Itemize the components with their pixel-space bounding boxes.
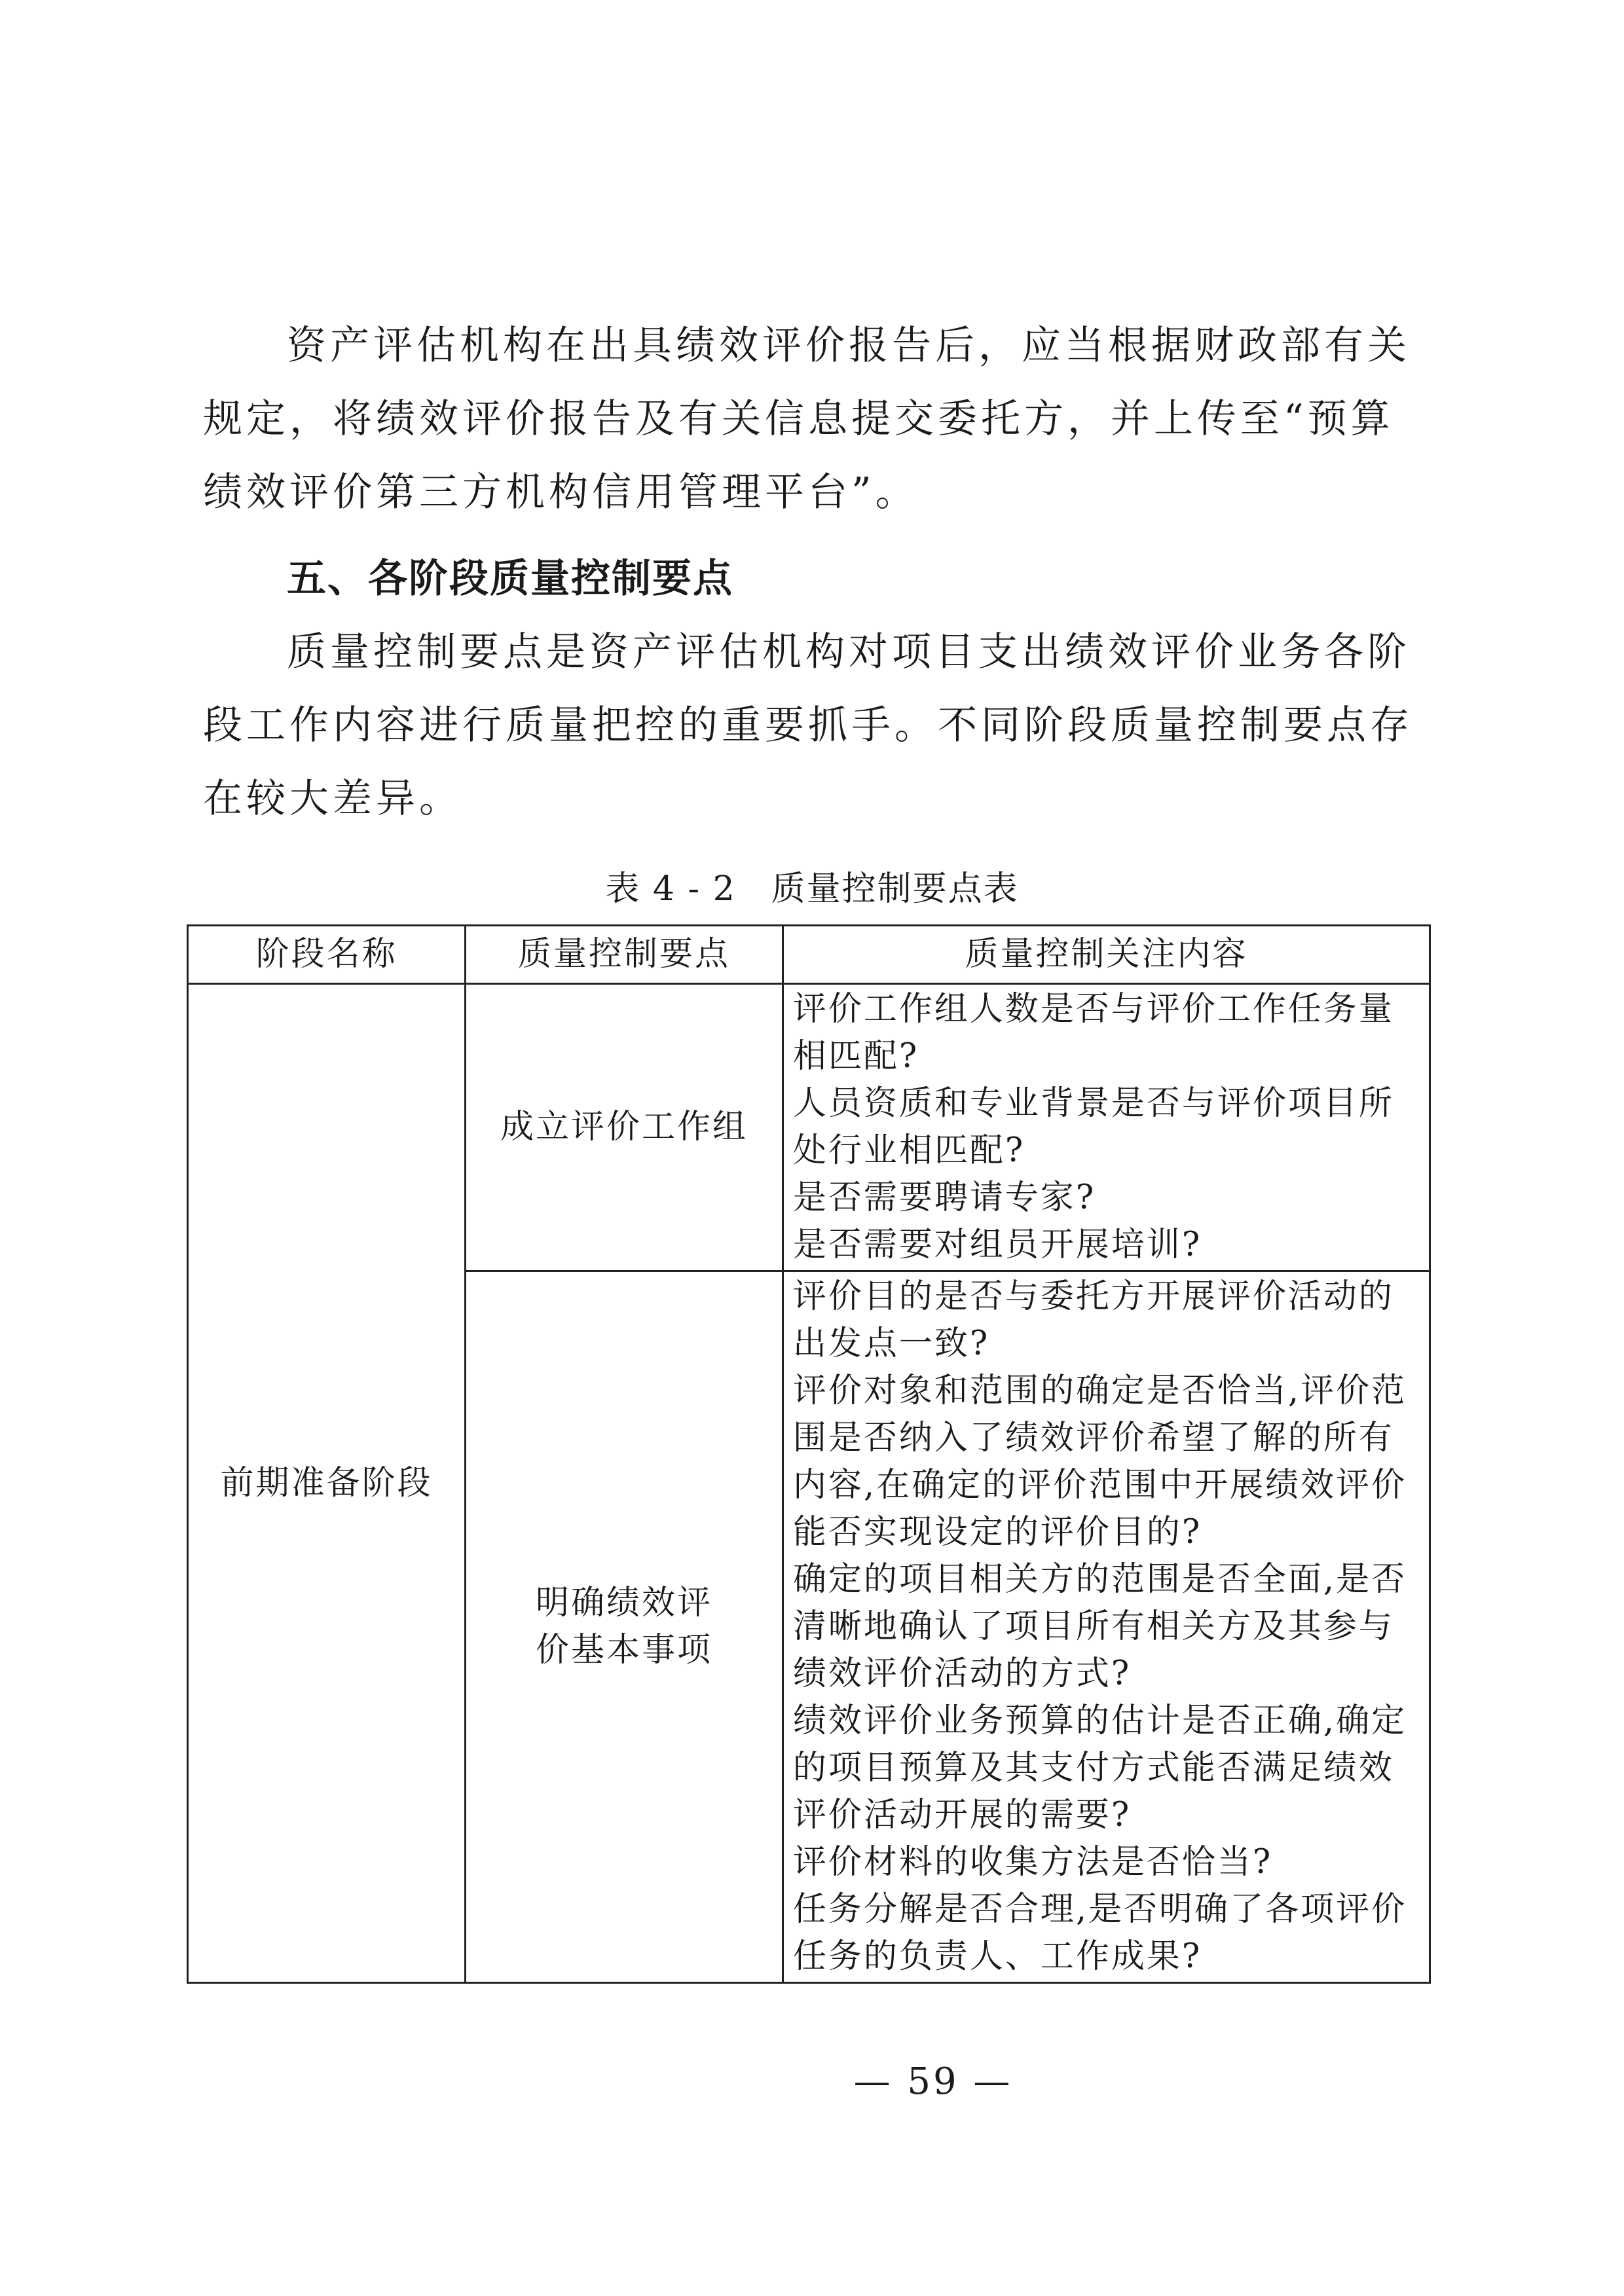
paragraph-line: 规定，将绩效评价报告及有关信息提交委托方，并上传至“预算 (203, 396, 1394, 442)
section-heading: 五、各阶段质量控制要点 (287, 556, 733, 602)
paragraph-line: 绩效评价第三方机构信用管理平台”。 (203, 469, 919, 515)
paragraph-line: 在较大差异。 (203, 776, 462, 822)
control-content-cell (783, 1271, 1430, 1983)
content-item: 评价对象和范围的确定是否恰当,评价范围是否纳入了绩效评价希望了解的所有内容,在确定的评价范围中开展绩效评价能否实现设定的评价目的? (792, 1372, 1407, 1552)
content-item: 绩效评价业务预算的估计是否正确,确定的项目预算及其支付方式能否满足绩效评价活动开展的需要? (792, 1702, 1407, 1834)
control-point-cell (466, 1271, 783, 1983)
control-content-cell (783, 984, 1430, 1271)
header-control-point: 质量控制要点 (466, 926, 783, 984)
paragraph-line: 资产评估机构在出具绩效评价报告后，应当根据财政部有关 (287, 323, 1411, 369)
content-item: 评价材料的收集方法是否恰当? (792, 1843, 1273, 1882)
content-item: 任务分解是否合理,是否明确了各项评价任务的负责人、工作成果? (792, 1890, 1407, 1976)
header-stage-name: 阶段名称 (188, 926, 466, 984)
content-item: 是否需要聘请专家? (792, 1178, 1096, 1217)
content-item: 人员资质和专业背景是否与评价项目所处行业相匹配? (792, 1084, 1394, 1170)
content-item: 评价工作组人数是否与评价工作任务量相匹配? (792, 990, 1394, 1076)
stage-cell: 前期准备阶段 (188, 984, 466, 1983)
paragraph-line: 段工作内容进行质量把控的重要抓手。不同阶段质量控制要点存 (203, 702, 1413, 748)
quality-control-table (187, 924, 1431, 1984)
paragraph-report-submission (203, 309, 1421, 529)
table-header-row (188, 926, 1430, 984)
control-point-cell: 成立评价工作组 (466, 984, 783, 1271)
control-point-label: 明确绩效评价基本事项 (536, 1584, 713, 1669)
page-number: — 59 — (853, 2060, 1013, 2103)
paragraph-quality-control-intro (203, 615, 1421, 835)
table-title: 表 4 - 2 质量控制要点表 (605, 869, 1019, 909)
content-item: 评价目的是否与委托方开展评价活动的出发点一致? (792, 1277, 1394, 1363)
table-row (188, 984, 1430, 1271)
paragraph-line: 质量控制要点是资产评估机构对项目支出绩效评价业务各阶 (287, 629, 1411, 675)
content-item: 确定的项目相关方的范围是否全面,是否清晰地确认了项目所有相关方及其参与绩效评价活动的方式? (792, 1560, 1407, 1693)
content-item: 是否需要对组员开展培训? (792, 1226, 1202, 1264)
header-control-content: 质量控制关注内容 (783, 926, 1430, 984)
